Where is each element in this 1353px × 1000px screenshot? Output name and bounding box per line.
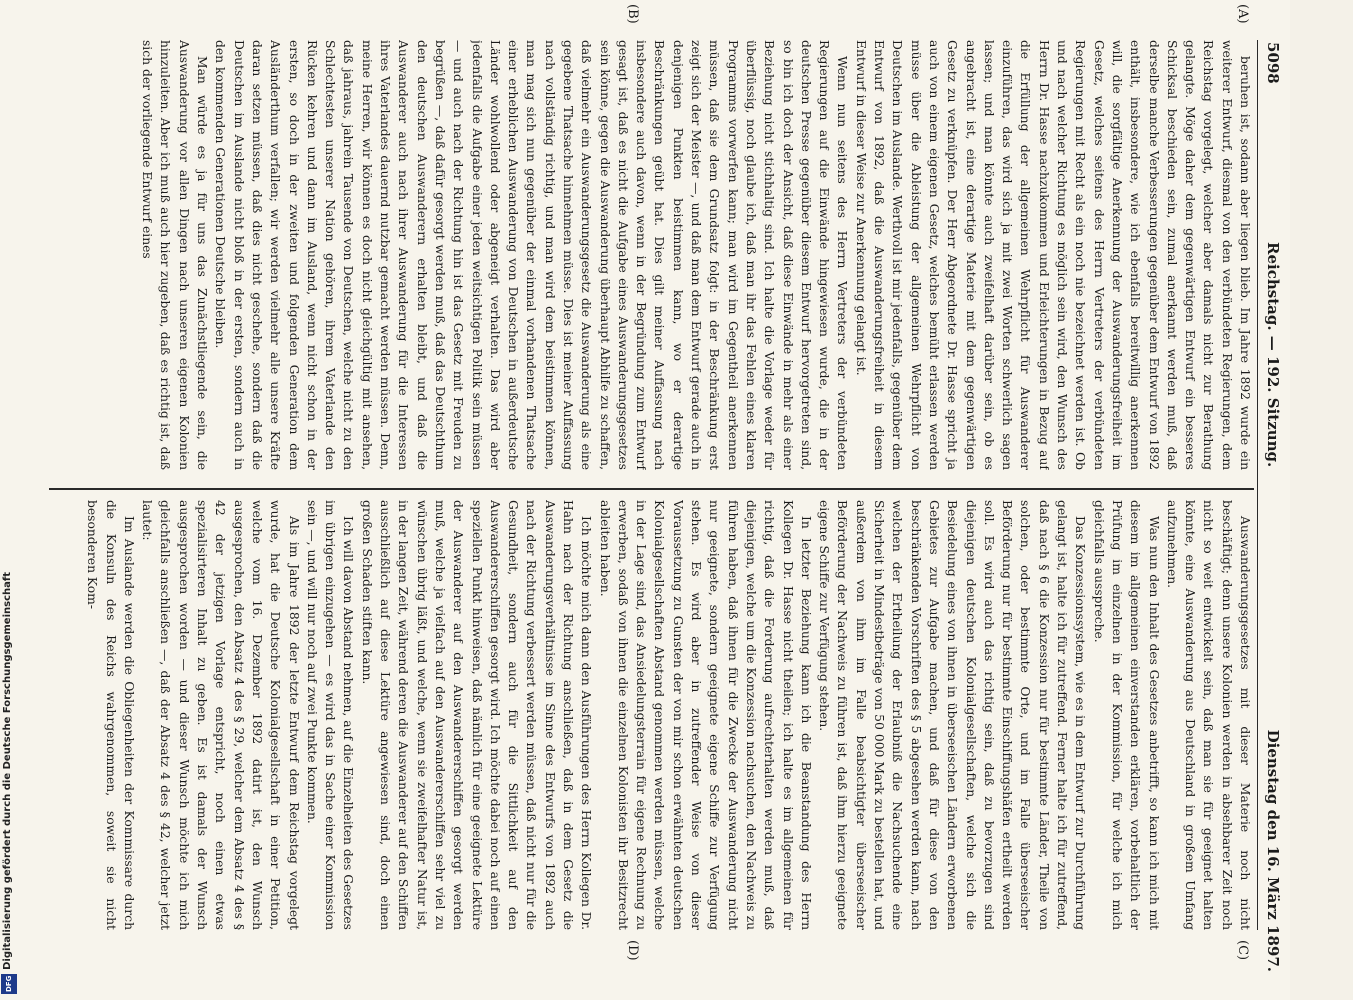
paragraph: Wenn nun seitens des Herrn Vertreters der verbündeten Regierungen auf die Einwände hingewiesen wurde, die in der deutschen Presse gegenüber diesem Entwurf hervorgetreten sind, so bin ich doch der Ansicht, daß diese Einwände in mehr als einer Beziehung nicht stichhaltig sind. Ich halte die Vorlage weder für überflüssig, noch glaube ich, daß man ihr das Fehlen eines klaren Programms vorwerfen kann; man wird im Gegentheil anerkennen müssen, daß sie dem Grundsatz folgt: in der Beschränkung erst zeigt sich der Meister —, und daß man dem Entwurf gerade auch in denjenigen Punkten beistimmen kann, wo er derartige Beschränkungen geübt hat. Dies gilt meiner Auffassung nach insbesondere auch davon, wenn in der Begründung zum Entwurf gesagt ist, daß es nicht die Aufgabe eines Auswanderungsgesetzes sein könne, gegen die Auswanderung überhaupt Abhilfe zu schaffen, daß vielmehr ein Auswanderungsgesetz die Auswanderung als eine gegebene Thatsache hinnehmen müsse. Dies ist meiner Auffassung nach vollständig richtig, und man wird dem beistimmen können, man mag sich nun gegenüber der einmal vorhandenen Thatsache einer erheblichen Auswanderung von Deutschen in außerdeutsche Länder wohlwollend oder abgeneigt verhalten. Das wird aber jedenfalls die Aufgabe einer jeden weitsichtigen Politik sein müssen — und auch nach der Richtung hin ist das Gesetz mit Freuden zu begrüßen —, daß dafür gesorgt werden muß, daß das Deutschthum den deutschen Auswanderern erhalten bleibt, und daß die Auswanderer auch nach ihrer Auswanderung für die Interessen ihres Vaterlandes dauernd nutzbar gemacht werden müssen. Denn, meine Herren, wir können es doch nicht gleichgültig mit ansehen, daß jahraus, jahrein Tausende von Deutschen, welche nicht zu den Schlechtesten unserer Nation gehören, ihrem Vaterlande den Rücken kehren und dann im Ausland, wenn nicht schon in der ersten, so doch in der zweiten und folgenden Generation dem Ausländerthum verfallen; wir werden vielmehr alle unsere Kräfte daran setzen müssen, daß dies nicht geschehe, sondern daß die Deutschen im Auslande nicht bloß in der ersten, sondern auch in den kommenden Generationen Deutsche bleiben. (213, 40, 850, 470)
paragraph: In letzter Beziehung kann ich die Beanstandung des Herrn Kollegen Dr. Hasse nicht theilen; ich halte es im allgemeinen für richtig, daß die Forderung aufrechterhalten werden muß, daß diejenigen, welche um die Konzession nachsuchen, den Nachweis zu führen haben, daß ihnen für die Zwecke der Auswanderung nicht nur geeignete, sondern geeignete eigene Schiffe zur Verfügung stehen. Es wird aber in zutreffender Weise von dieser Voraussetzung zu Gunsten der von mir schon erwähnten deutschen Kolonialgesellschaften Abstand genommen werden müssen, welche in der Lage sind, das Ansiedelungsterrain für eigene Rechnung zu erwerben, sodaß von ihnen die einzelnen Kolonisten ihr Besitzrecht ableiten haben. (597, 500, 813, 930)
paragraph: Im Auslande werden die Obliegenheiten der Kommissare durch die Konsuln des Reichs wahrgenommen, soweit sie nicht besonderen Kom- (85, 500, 136, 930)
margin-mark-d: (D) (625, 940, 640, 961)
left-text-column (49, 40, 1254, 470)
margin-mark-b: (B) (625, 4, 640, 24)
paragraph: Als im Jahre 1892 der letzte Entwurf dem Reichstag vorgelegt wurde, hat die Deutsche Kolonialgesellschaft in einer Petition, welche vom 16. Dezember 1892 datirt ist, den Wunsch ausgesprochen, den Absatz 4 des § 29, welcher dem Absatz 4 des § 42 der jetzigen Vorlage entspricht, noch einen etwas spezialisirteren Inhalt zu geben. Es ist damals der Wunsch ausgesprochen worden — und dieser Wunsch möchte ich mich gleichfalls anschließen —, daß der Absatz 4 des § 42, welcher jetzt lautet: (140, 500, 301, 930)
session-title: Reichstag. — 192. Sitzung. (1264, 242, 1282, 468)
paragraph: Man würde es ja für uns das Zunächstliegende sein, die Auswanderung vor allen Dingen nach unseren eigenen Kolonien hinzuleiten. Aber ich muß auch hier zugeben, daß es richtig ist, daß sich der vorliegende Entwurf eines (140, 40, 210, 470)
credit-text: Digitalisierung gefördert durch die Deutsche Forschungsgemeinschaft (2, 572, 13, 970)
paragraph: Auswanderungsgesetzes mit dieser Materie noch nicht beschäftigt; denn unsere Kolonien werden in absehbarer Zeit noch nicht so weit entwickelt sein, daß man sie für geeignet halten könnte, eine Auswanderung aus Deutschland in großem Umfang aufzunehmen. (1164, 500, 1252, 930)
paragraph: beruhen ist, sodann aber liegen blieb. Im Jahre 1892 wurde ein weiterer Entwurf, diesmal von den verbündeten Regierungen, dem Reichstag vorgelegt, welcher aber damals nicht zur Berathung gelangte. Möge daher dem gegenwärtigen Entwurf ein besseres Schicksal beschieden sein, zumal anerkannt werden muß, daß derselbe manche Verbesserungen gegenüber dem Entwurf von 1892 enthält, insbesondere, wie ich ebenfalls bereitwillig anerkennen will, die sorgfältige Anerkennung der Auswanderungsfreiheit im Gesetz, welches seitens des Herrn Vertreters der verbündeten Regierungen mit Recht als ein noch nie bezeichnet werden ist. Ob und nach welcher Richtung es möglich sein wird, den Wunsch des Herrn Dr. Hasse nachzukommen und Erleichterungen in Bezug auf die Erfüllung der allgemeinen Wehrpflicht für Auswanderer einzuführen, das wird sich ja mit zwei Worten schwerlich sagen lassen; und man könnte auch zweifelhaft darüber sein, ob es angebracht ist, eine derartige Materie mit dem gegenwärtigen Gesetz zu verknüpfen. Der Herr Abgeordnete Dr. Hasse spricht ja auch von einem eigenen Gesetz, welches bemüht erlassen werden müsse über die Ableistung der allgemeinen Wehrpflicht von Deutschen im Auslande. Werthvoll ist mir jedenfalls, gegenüber dem Entwurf von 1892, daß die Auswanderungsfreiheit in diesem Entwurf in dieser Weise zur Anerkennung gelangt ist. (853, 40, 1252, 470)
page-header (1260, 42, 1284, 972)
paragraph: Ich möchte mich dann den Ausführungen des Herrn Kollegen Dr. Hahn nach der Richtung anschließen, daß in dem Gesetz die Auswanderungsverhältnisse im Sinne des Entwurfs von 1892 auch nach der Richtung verbessert werden müssen, daß nicht nur für die Gesundheit, sondern auch für die Sittlichkeit auf den Auswandererschiffen gesorgt wird. Ich möchte dabei noch auf einen speziellen Punkt hinweisen, daß nämlich für eine geeignete Lektüre der Auswanderer auf den Auswandererschiffen gesorgt werden muß, welche ja vielfach auf den Auswandererschiffen sehr viel zu wünschen übrig läßt, und welche, wenn sie zweifelhafter Natur ist, in der langen Zeit, während deren die Auswanderer auf den Schiffen ausschließlich auf diese Lektüre angewiesen sind, doch einen großen Schaden stiften kann. (359, 500, 594, 930)
header-rule (1257, 40, 1258, 930)
paragraph: Das Konzessionssystem, wie es in dem Entwurf zur Durchführung gelangt ist, halte ich für zutreffend. Ferner halte ich für zutreffend, daß nach § 6 die Konzession nur für bestimmte Länder, Theile von solchen, oder bestimmte Orte, und im Falle überseeischer Beförderung nur für bestimmte Einschiffungshäfen ertheilt werden soll. Es wird auch das richtig sein, daß zu bevorzugen sind diejenigen deutschen Kolonialgesellschaften, welche sich die Besiedelung eines von ihnen in überseeischen Ländern erworbenen Gebietes zur Aufgabe machen, und daß für diese von den beschränkenden Vorschriften des § 5 abgesehen werden kann, nach welchen der Ertheilung der Erlaubniß die Nachsuchende eine Sicherheit in Mindestbeträge von 50 000 Mark zu bestellen hat, und außerdem von ihm im Falle beabsichtigter überseeischer Beförderung der Nachweis zu führen ist, daß ihm hierzu geeignete eigene Schiffe zur Verfügung stehen. (817, 500, 1088, 930)
column-divider (49, 488, 1254, 490)
margin-mark-a: (A) (1235, 4, 1250, 24)
session-date: Dienstag den 16. März 1897. (1264, 729, 1282, 972)
digitization-credit (0, 572, 18, 1000)
paragraph: Ich will davon Abstand nehmen, auf die Einzelheiten des Gesetzes im übrigen einzugehen — es wird das in Sache einer Kommission sein —, und will nur noch auf zwei Punkte kommen. (304, 500, 356, 930)
paragraph: Was nun den Inhalt des Gesetzes anbetrifft, so kann ich mich mit diesem im allgemeinen einverstanden erklären, vorbehaltlich der Prüfung im einzelnen in der Kommission, für welche ich mich gleichfalls ausspreche. (1091, 500, 1161, 930)
dfg-logo: DFG (1, 974, 17, 994)
margin-mark-c: (C) (1235, 940, 1250, 961)
right-text-column (49, 500, 1254, 930)
page-number: 5098 (1264, 42, 1282, 84)
